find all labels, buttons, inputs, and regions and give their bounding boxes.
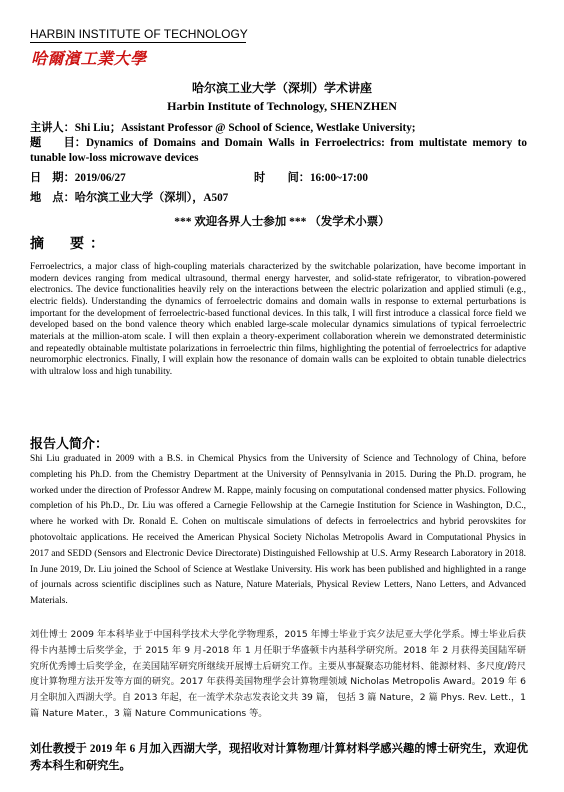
topic-value: Dynamics of Domains and Domain Walls in Ferroelectrics: from multistate memory to tunable low-loss microwave devices bbox=[30, 137, 527, 164]
topic-line bbox=[30, 136, 527, 166]
place-label: 地 点： bbox=[30, 192, 75, 204]
speaker-label: 主讲人： bbox=[30, 122, 75, 134]
speaker-value: Shi Liu；Assistant Professor @ School of Science, Westlake University; bbox=[74, 122, 416, 134]
bio-heading: 报告人简介： bbox=[30, 436, 109, 451]
date-time-line bbox=[30, 171, 530, 186]
date-value: 2019/06/27 bbox=[74, 172, 126, 184]
time-label: 时 间： bbox=[254, 172, 310, 184]
abstract-text: Ferroelectrics, a major class of high-coupling materials characterized by the switchable polarization, have become important in modern devices ranging from medical ultrasound, thermal energy harvester, and solid-state refrigerator, to vibration-powered electronics. The device functionalities heavily rely on the interactions between the electric polarization and applied stimuli (e.g., electric fields). Understanding the dynamics of ferroelectric domains and domain walls in response to external perturbations is important for the development of ferroelectric-based functional devices. In this talk, I will first introduce a classical force field we developed based on the bond valence theory which enabled large-scale molecular dynamics simulations of typical ferroelectric materials at the million-atom scale. I will then explain a theory-experiment collaboration wherein we demonstrated deterministic and repeatedly obtainable multistate polarizations in ferroelectric thin films, highlighting the potential of ferroelectrics for adaptive neuromorphic electronics. Finally, I will explain how the resonance of domain walls can be exploited to obtain tunable dielectrics with ultralow loss and high tunability. bbox=[30, 262, 526, 377]
bio-chinese: 刘仕博士 2009 年本科毕业于中国科学技术大学化学物理系，2015 年博士毕业于宾夕法尼亚大学化学系。博士毕业后获得卡内基博士后奖学金，于 2015 年 9 月-2018 年 1 月任职于华盛顿卡内基科学研究所。2018 年 2 月获得美国陆军研究所优秀博士后奖学金，在美国陆军研究所继续开展博士后研究工作。主要从事凝聚态功能材料、能源材料、多尺度/跨尺度计算物理方法开发等方面的研究。2017 年获得美国物理学会计算物理领域 Nicholas Metropolis Award。2019 年 6 月全职加入西湖大学。自 2013 年起，在一流学术杂志发表论文共 39 篇， 包括 3 篇 Nature，2 篇 Phys. Rev. Lett.，1 篇 Nature Mater.，3 篇 Nature Communications 等。 bbox=[30, 629, 526, 719]
date-label: 日 期： bbox=[30, 172, 75, 184]
time-group bbox=[254, 171, 368, 186]
speaker-line bbox=[30, 121, 530, 136]
recruitment-note: 刘仕教授于 2019 年 6 月加入西湖大学，现招收对计算物理/计算材料学感兴趣的博士研究生，欢迎优秀本科生和研究生。 bbox=[30, 743, 528, 772]
bio-english: Shi Liu graduated in 2009 with a B.S. in Chemical Physics from the University of Science and Technology of China, before completing his Ph.D. from the Chemistry Department at the University of Pennsylvania in 2015. During the Ph.D. program, he worked under the direction of Professor Andrew M. Rappe, mainly focusing on computational condensed matter physics. Following completion of his Ph.D., Dr. Liu was offered a Carnegie Fellowship at the Carnegie Institution for Science in Washington, D.C., where he worked with Dr. Ronald E. Cohen on multiscale simulations of defects in ferroelectrics and hybrid perovskites for photovoltaic applications. He received the American Physical Society Nicholas Metropolis Award in Computational Physics in 2017 and SEDD (Sensors and Electronic Device Directorate) Distinguished Fellowship at U.S. Army Research Laboratory in 2018. In June 2019, Dr. Liu joined the School of Science at Westlake University. His work has been published and highlighted in a range of journals across scientific disciplines such as Nature, Nature Materials, Physical Review Letters, Nano Letters, and Advanced Materials. bbox=[30, 454, 526, 607]
topic-label: 题 目： bbox=[30, 137, 86, 149]
university-logo: 哈爾濱工業大學 bbox=[31, 49, 147, 68]
organization-header: HARBIN INSTITUTE OF TECHNOLOGY bbox=[30, 27, 248, 41]
title-english: Harbin Institute of Technology, SHENZHEN bbox=[167, 99, 397, 113]
title-chinese: 哈尔滨工业大学（深圳）学术讲座 bbox=[191, 81, 372, 95]
place-line bbox=[30, 191, 530, 206]
time-value: 16:00~17:00 bbox=[309, 172, 368, 184]
welcome-note: *** 欢迎各界人士参加 *** （发学术小票） bbox=[174, 216, 390, 228]
place-value: 哈尔滨工业大学（深圳），A507 bbox=[74, 192, 229, 204]
abstract-heading: 摘 要： bbox=[30, 237, 110, 252]
